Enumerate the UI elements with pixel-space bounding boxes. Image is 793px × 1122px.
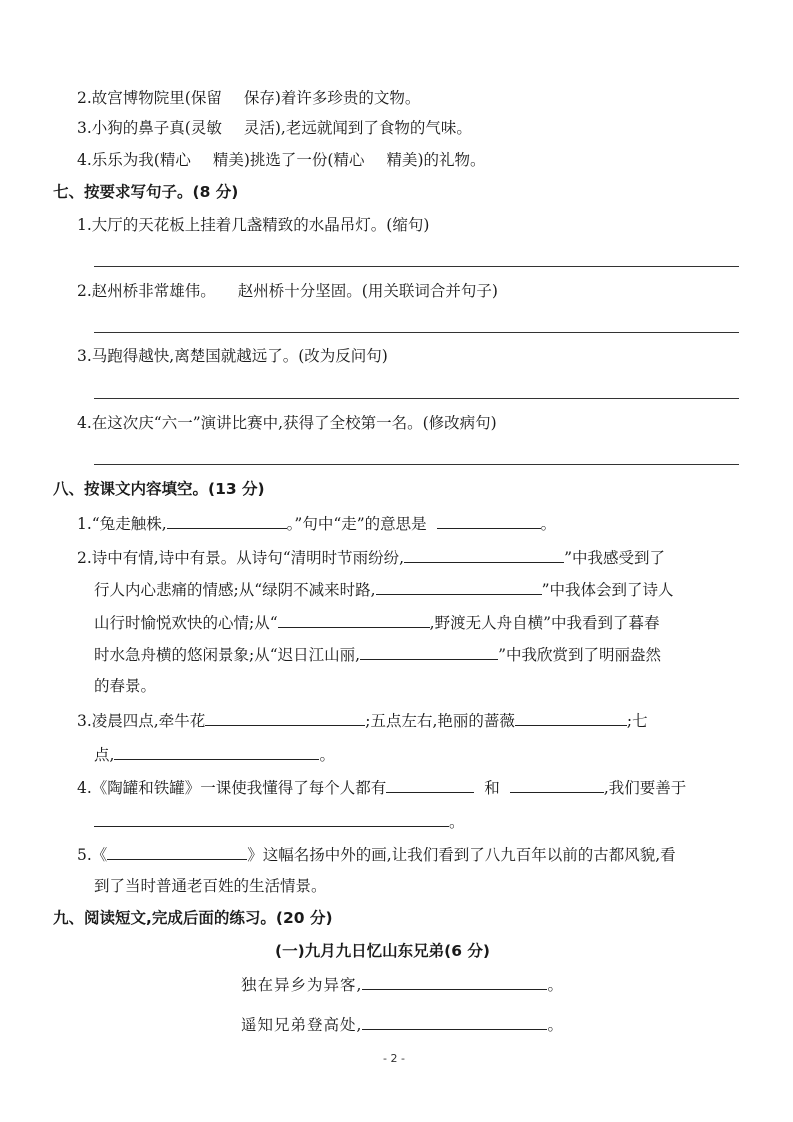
s8-q1-part-c: 。 <box>540 515 557 533</box>
section-8-title: 八、按课文内容填空。(13 分) <box>53 480 265 498</box>
poem-line-1 <box>241 973 564 995</box>
s8-q2-line-1-text-b: ”中我感受到了 <box>564 549 666 567</box>
s6-item-2 <box>77 88 420 108</box>
s8-q1-part-b: 。”句中“走”的意思是 <box>286 515 427 533</box>
s8-q2-blank-2[interactable] <box>376 578 542 595</box>
page-number: - 2 - <box>383 1052 405 1065</box>
s8-q1-blank-2[interactable] <box>437 512 541 529</box>
poem-blank-1[interactable] <box>362 973 547 990</box>
s8-q2-line-1 <box>77 546 665 568</box>
s7-answer-line-3[interactable] <box>94 398 739 399</box>
s8-q2-line-2 <box>94 578 674 600</box>
s8-q3-line-1 <box>77 709 648 731</box>
s8-q2-line-4-text-a: 时水急舟横的悠闲景象;从“迟日江山丽, <box>94 646 361 664</box>
s8-q5-text-b: 》这幅名扬中外的画,让我们看到了八九百年以前的古都风貌,看 <box>247 846 676 864</box>
s6-item-2-part-a: 2.故宫博物院里(保留 <box>77 89 222 107</box>
s6-item-4-part-a: 4.乐乐为我(精心 <box>77 151 191 169</box>
s8-q2-blank-1[interactable] <box>404 546 564 563</box>
s8-q2-line-4 <box>94 643 661 665</box>
poem-blank-2[interactable] <box>362 1013 547 1030</box>
poem-title: (一)九月九日忆山东兄弟(6 分) <box>275 942 491 960</box>
s8-q4-text-c: ,我们要善于 <box>603 779 687 797</box>
s8-q2-line-1-text-a: 2.诗中有情,诗中有景。从诗句“清明时节雨纷纷, <box>77 549 405 567</box>
s7-question-2 <box>77 281 498 301</box>
poem-line-1-end: 。 <box>547 976 564 994</box>
s8-q4-line-1 <box>77 776 686 798</box>
s7-answer-line-4[interactable] <box>94 464 739 465</box>
s6-item-4-part-c: 精美)的礼物。 <box>386 151 486 169</box>
s8-q2-line-2-text-b: ”中我体会到了诗人 <box>541 581 674 599</box>
poem-line-1-text: 独在异乡为异客, <box>241 976 363 994</box>
s8-q3-blank-3[interactable] <box>114 743 319 760</box>
section-7-title: 七、按要求写句子。(8 分) <box>53 183 239 201</box>
s8-q3-text-d: 点, <box>94 746 115 764</box>
s8-q5-line-2: 到了当时普通老百姓的生活情景。 <box>94 877 327 895</box>
s7-question-3: 3.马跑得越快,离楚国就越远了。(改为反问句) <box>77 347 388 365</box>
s8-question-1 <box>77 512 556 534</box>
s8-q4-text-d: 。 <box>449 813 465 831</box>
s6-item-3 <box>77 118 472 138</box>
s8-q2-line-2-text-a: 行人内心悲痛的情感;从“绿阴不减来时路, <box>94 581 376 599</box>
s8-q3-text-e: 。 <box>319 746 335 764</box>
s7-answer-line-1[interactable] <box>94 266 739 267</box>
s8-q5-blank-1[interactable] <box>107 843 247 860</box>
s8-q3-text-a: 3.凌晨四点,牵牛花 <box>77 712 206 730</box>
s6-item-3-part-a: 3.小狗的鼻子真(灵敏 <box>77 119 222 137</box>
s7-question-4: 4.在这次庆“六一”演讲比赛中,获得了全校第一名。(修改病句) <box>77 414 497 432</box>
s8-q2-blank-3[interactable] <box>278 611 430 628</box>
s8-q3-blank-2[interactable] <box>515 709 627 726</box>
s8-q2-line-3-text-b: ,野渡无人舟自横”中我看到了暮春 <box>429 614 660 632</box>
s6-item-2-part-b: 保存)着许多珍贵的文物。 <box>243 89 421 107</box>
s6-item-3-part-b: 灵活),老远就闻到了食物的气味。 <box>243 119 472 137</box>
s7-question-2-part-b: 赵州桥十分坚固。(用关联词合并句子) <box>237 282 498 300</box>
s6-item-4 <box>77 150 486 170</box>
s7-question-2-part-a: 2.赵州桥非常雄伟。 <box>77 282 216 300</box>
s6-item-4-part-b: 精美)挑选了一份(精心 <box>212 151 365 169</box>
s8-q4-line-2 <box>94 810 465 832</box>
poem-line-2-text: 遥知兄弟登高处, <box>241 1016 363 1034</box>
s8-q1-part-a: 1.“兔走触株, <box>77 515 167 533</box>
s7-answer-line-2[interactable] <box>94 332 739 333</box>
s8-q5-text-a: 5.《 <box>77 846 108 864</box>
s8-q4-blank-3[interactable] <box>94 810 449 827</box>
s8-q2-line-3 <box>94 611 660 633</box>
s8-q3-blank-1[interactable] <box>205 709 365 726</box>
section-9-title: 九、阅读短文,完成后面的练习。(20 分) <box>53 909 333 927</box>
s8-q5-line-1 <box>77 843 676 865</box>
s8-q2-line-3-text-a: 山行时愉悦欢快的心情;从“ <box>94 614 278 632</box>
s8-q2-blank-4[interactable] <box>360 643 498 660</box>
s8-q1-blank-1[interactable] <box>167 512 287 529</box>
s8-q2-line-5: 的春景。 <box>94 677 157 695</box>
s8-q3-text-b: ;五点左右,艳丽的蔷薇 <box>365 712 515 730</box>
s8-q3-text-c: ;七 <box>626 712 648 730</box>
s8-q4-text-a: 4.《陶罐和铁罐》一课使我懂得了每个人都有 <box>77 779 387 797</box>
poem-line-2 <box>241 1013 564 1035</box>
s8-q4-text-b: 和 <box>484 779 500 797</box>
s8-q4-blank-1[interactable] <box>386 776 474 793</box>
poem-line-2-end: 。 <box>547 1016 564 1034</box>
s8-q2-line-4-text-b: ”中我欣赏到了明丽盎然 <box>498 646 662 664</box>
s8-q4-blank-2[interactable] <box>510 776 604 793</box>
s8-q3-line-2 <box>94 743 335 765</box>
s7-question-1: 1.大厅的天花板上挂着几盏精致的水晶吊灯。(缩句) <box>77 216 430 234</box>
